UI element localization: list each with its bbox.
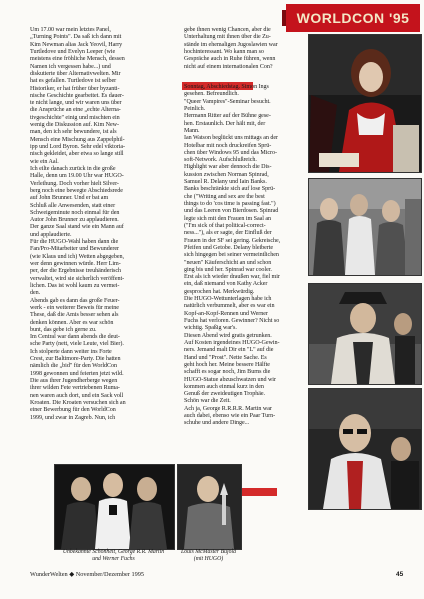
banner-title: WORLDCON '95 bbox=[296, 10, 410, 26]
bujold-photo-caption: Louis McMaster Bujold (mit HUGO) bbox=[180, 549, 237, 562]
portrait-photo bbox=[308, 388, 422, 510]
group-photo-caption: Unbekannte Schönheit, George R.R. Martin und Werner Fuchs bbox=[62, 549, 165, 562]
costume-photo bbox=[308, 34, 422, 173]
section-banner bbox=[286, 4, 420, 32]
article-column-right: Sonntag, Abschiedstag. Simon Ings gesehen. Befreundlich. "Queer Vampires"-Seminar besucht. Peinlich. Hermann Ritter auf der Bühne gese- hen. Erstaunlich. Der hält mit, der Mann. Ian Watson beglückt uns mittags an der Hotelbar mit noch druckreifen Sprü- chen über Windows 95 und das Micro- soft-Network. Aufschlußreich. Highlight war aber dennoch die Dis- kussion zwischen Norman Spinrad, Samuel R. Delany und Iain Banks. Banks beschränkte sich auf lose Sprü- che ("Writing and sex are the best things to do 'cos time is passing fast.") und das Leeren von Bierdosen. Spinrad legte sich mit den Frauen im Saal an ("I'm sick of that political-correct- ness..."), als er sagte, der Einfluß der Frauen in der SF sei gering. Gekreische, Pfeifen und Getobe. Delany bleiberte sich hingegen bei seiner vermeintlichen "neuen" Käuferschicht an und schon ging bis und her. Spinrad war cooler. Erst als ich wieder draußen war, fiel mir ein, daß niemand von Kathy Acker gesprochen hat. Merkwürdig. Die HUGO-Wettunterlagen habe ich natürlich verbummelt, aber es war ein Kopf-an-Kopf-Rennen und Werner Fuchs hat verloren. Gewinner? Nicht so wichtig. Spaßig war's. Diesen Abend wird gratis getrunken. Auf Kosten irgendeines HUGO-Gewin- ners. Jemand malt Dir ein "L" auf die Hand und "Prost". Nette Sache. Es geht hoch her. Meine bessere Hälfte schafft es sogar noch, Jim Burns die HUGO-Statue abzuschwatzen und wir kommen auch einmal kurz in den Genuß der zweideutigen Trophäe. Schön war die Zeit. Ach ja, George R.R.R.R. Martin war auch dabei, ebenso wie ein Paar Turn- schuhe und andere Dinge... bbox=[184, 84, 281, 427]
article-column-right-top: gebe ihnen wenig Chancen, aber die Unterhaltung mit ihnen über die Zu- stände im ehemaligen Jugoslawien war hochinteressant. Wo kann man so Gespräche auch in Ruhe führen, wenn nicht auf einem internationalen Con? bbox=[184, 27, 278, 70]
group-photo bbox=[54, 464, 175, 550]
bujold-photo bbox=[177, 464, 242, 550]
article-column-left: Um 17.00 war mein letztes Panel, „Turning Points". Da saß ich dann mit Kim Newman alias Jack Yeovil, Harry Turtledove und Evelyn Leeper (wie meistens eine fröhliche Mensch, dessen Namen ich vergessen habe...) und diskutierte über Alternativwelten. Mir hat es gefallen. Turtledove ist selber Historiker, er hat früher über byzanti- nische Geschichte gearbeitet. Es dauer- te nicht lange, und wir waren uns über die Ansprüche an eine „echte Alterna- tivgeschichte" einig und mischten ein wenig die Diskussion auf. Kim New- man, den ich sehr bewundere, ist als Mensch eine Mischung aus Zappelphil- ipp und Lord Byron. Sehr edel viktoria- nisch gekleidet, aber etwa so lange still wie ein Aal. Ich eilte danach zurück in die große Halle, denn um 19.00 Uhr war HUGO- Verleihung. Doch vorher hielt Silver- berg noch eine bewegte Abschiedsrede auf John Brunner. Und er bat am Schluß alle Anwesenden, statt einer Schweigeminute noch einmal für den Autor John Brunner zu applaudieren. Der ganze Saal stand wie ein Mann auf und applaudierte. Für die HUGO-Wahl haben dann die Fan/Pro-Mitarbeiter und Bewunderer (wie Klaus und ich) Wetten abgegeben, wer denn gewinnen würde. Herr Lim- per, der die Ergebnisse treuhänderisch verwaltet, wird sie sicherlich veröffent- lichen. Das ist wohl kaum zu vermei- den. Abends gab es dann das große Feuer- werk - ein weiterer Beweis für meine These, daß die Amis besser sehen als denken können. Aber es war schön bunt, das gebe ich gerne zu. Im Central war dann abends die deut- sche Party (nett, viele Leute, viel Bier). Ich stolperte dann weiter ins Forte Crest, zur Baltimore-Party. Die hatten nämlich die „bid" für den WorldCon 1998 gewonnen und feierten jetzt wild. Die aus ihrer Jugendherberge wegen ihrer wilden Fete vertriebenen Ruma- nen waren auch dort, und ein Sack voll Kroaten. Die Kroaten versuchen sich an einer Bewerbung für den WorldCon 1999, und zwar in Zagreb. Nun, ich bbox=[30, 27, 126, 421]
convention-photo bbox=[308, 283, 422, 385]
page-number: 45 bbox=[396, 571, 404, 578]
footer-magazine: WunderWelten ◆ November/Dezember 1995 bbox=[30, 571, 145, 578]
party-photo bbox=[308, 178, 422, 276]
